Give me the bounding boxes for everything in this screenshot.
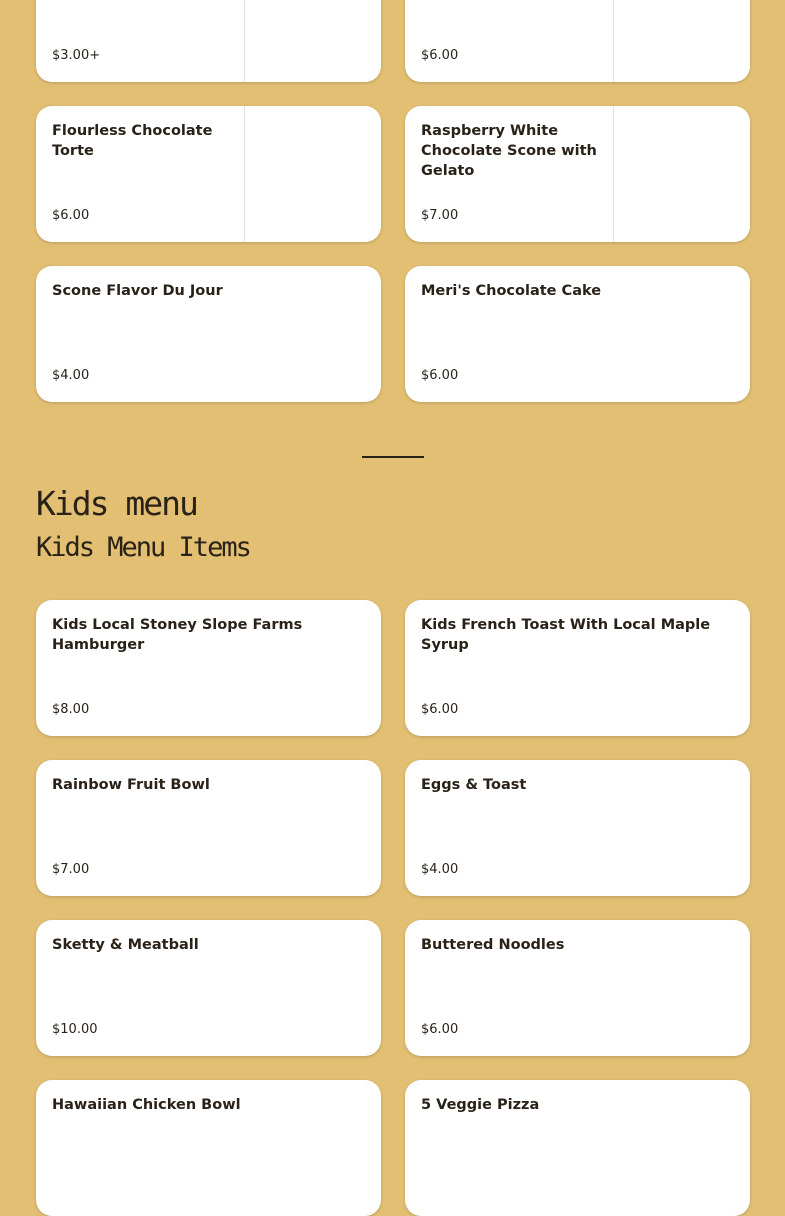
item-image-placeholder: [244, 0, 381, 82]
item-name: Raspberry White Chocolate Scone with Gelato: [421, 123, 597, 179]
item-name: Kids Local Stoney Slope Farms Hamburger: [52, 617, 303, 653]
section-title: Kids menu: [36, 484, 197, 523]
menu-item-card[interactable]: [36, 760, 381, 896]
menu-item-card[interactable]: [405, 106, 750, 242]
item-image-placeholder: [613, 0, 750, 82]
section-subtitle: Kids Menu Items: [36, 532, 250, 563]
item-name: Scone Flavor Du Jour: [52, 283, 223, 299]
menu-item-card[interactable]: [405, 0, 750, 82]
item-price: $4.00: [421, 862, 459, 877]
menu-item-card[interactable]: [405, 266, 750, 402]
menu-item-card[interactable]: [405, 760, 750, 896]
item-name: Rainbow Fruit Bowl: [52, 777, 210, 793]
item-image-placeholder: [244, 106, 381, 242]
item-name: Meri's Chocolate Cake: [421, 283, 602, 299]
item-price: $6.00: [421, 702, 459, 717]
menu-item-card[interactable]: [405, 920, 750, 1056]
menu-item-card[interactable]: [36, 920, 381, 1056]
menu-item-card[interactable]: [36, 0, 381, 82]
item-name: Kids French Toast With Local Maple Syrup: [421, 617, 711, 653]
item-image-placeholder: [613, 106, 750, 242]
menu-item-card[interactable]: [405, 1080, 750, 1216]
item-name: Eggs & Toast: [421, 777, 527, 793]
item-price: $3.00+: [52, 48, 101, 63]
item-price: $10.00: [52, 1022, 98, 1037]
menu-item-card[interactable]: [405, 600, 750, 736]
item-price: $6.00: [421, 368, 459, 383]
menu-item-card[interactable]: [36, 600, 381, 736]
item-price: $4.00: [52, 368, 90, 383]
menu-item-card[interactable]: [36, 1080, 381, 1216]
item-name: Buttered Noodles: [421, 937, 565, 953]
item-name: Sketty & Meatball: [52, 937, 199, 953]
item-price: $6.00: [52, 208, 90, 223]
item-price: $7.00: [52, 862, 90, 877]
item-price: $6.00: [421, 48, 459, 63]
section-divider: [362, 456, 424, 458]
menu-item-card[interactable]: [36, 266, 381, 402]
item-name: Hawaiian Chicken Bowl: [52, 1097, 241, 1113]
item-name: Flourless Chocolate Torte: [52, 123, 213, 159]
item-price: $8.00: [52, 702, 90, 717]
item-name: 5 Veggie Pizza: [421, 1097, 540, 1113]
item-price: $6.00: [421, 1022, 459, 1037]
item-price: $7.00: [421, 208, 459, 223]
menu-item-card[interactable]: [36, 106, 381, 242]
